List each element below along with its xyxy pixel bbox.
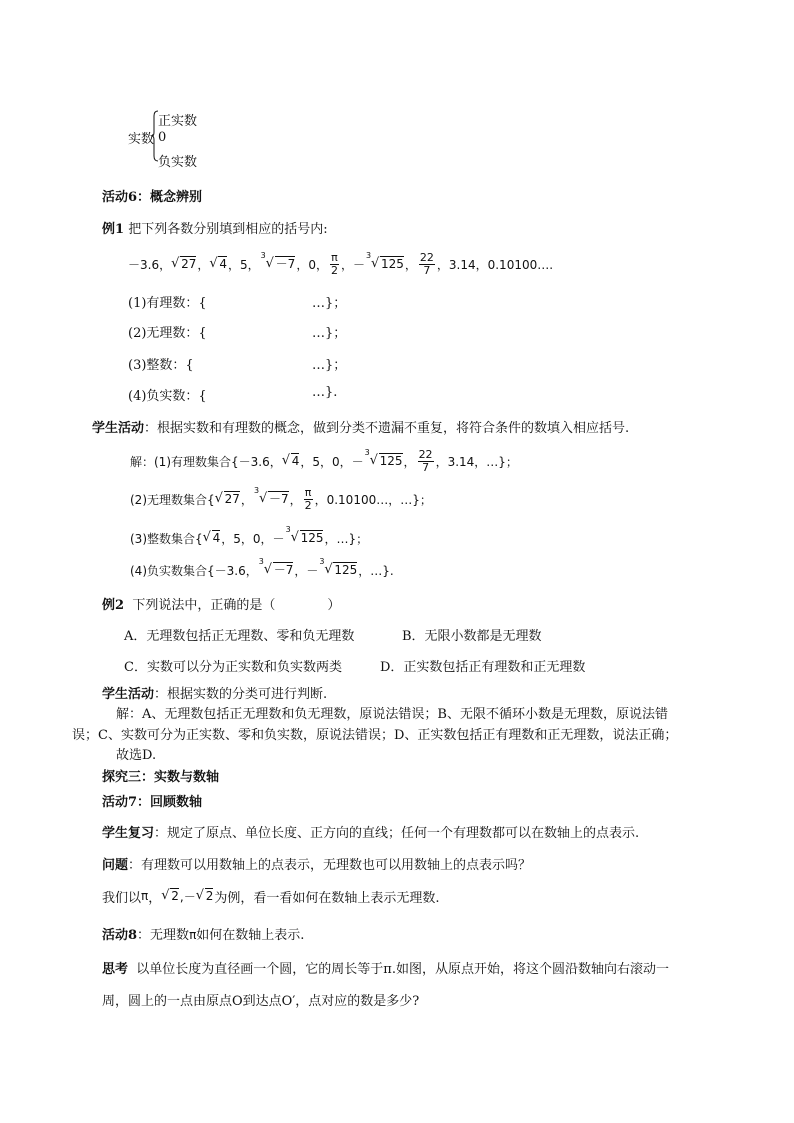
fraction-pi-over-2: $\frac{\pi}{2}$	[304, 485, 312, 512]
fraction-22-over-7: $\frac{22}{7}$	[419, 250, 434, 277]
solution1-line4: (4)负实数集合{－3.6， 3 √ －7 ，－ 3 √ 125 ，…}.	[130, 557, 394, 578]
solution2-line: 误；C、实数可分为正实数、零和负实数，原说法错误；D、正实数包括正有理数和正无理数，说法正确；	[72, 728, 678, 743]
solution1-line2: (2)无理数集合{ √ 27 ， 3 √ －7 ， $\frac{\pi}{2}$ ，0.10100…，…}；	[130, 485, 432, 512]
blank-end: …}；	[312, 358, 347, 373]
blank-end: …}；	[312, 326, 347, 341]
cbrt-125: 3 √ 125	[364, 448, 403, 468]
think-label: 思考	[102, 962, 129, 977]
number-text: ，0，	[296, 257, 328, 272]
sqrt-27: √ 27	[214, 491, 240, 506]
example2-prompt: 下列说法中，正确的是（ ）	[132, 598, 341, 613]
solution1-line3: (3)整数集合{ √ 4 ，5，0，－ 3 √ 125 ，…}；	[130, 525, 369, 546]
student-activity	[102, 683, 327, 702]
blank-label: (1)有理数：{	[128, 296, 207, 311]
solution2-line: 故选D.	[116, 748, 157, 763]
classification-root: 实数	[128, 132, 155, 147]
question-text: ：有理数可以用数轴上的点表示，无理数也可以用数轴上的点表示吗？	[128, 858, 532, 873]
student-activity	[92, 417, 629, 436]
cbrt-125: 3 √ 125	[365, 251, 404, 271]
cbrt-125: 3 √ 125	[319, 557, 358, 577]
think-paragraph	[102, 958, 669, 977]
example1-heading	[102, 218, 328, 237]
sqrt-27: √ 27	[171, 256, 197, 271]
review-text: ：规定了原点、单位长度、正方向的直线；任何一个有理数都可以在数轴上的点表示.	[154, 826, 640, 841]
option-c: C．实数可以分为正实数和负实数两类	[124, 660, 342, 675]
activity7-title: 活动7：回顾数轴	[102, 795, 203, 810]
classification-item: 正实数	[158, 114, 198, 129]
example1-prompt: 把下列各数分别填到相应的括号内:	[128, 222, 328, 237]
sqrt-2: √ 2	[195, 888, 214, 903]
fraction-22-over-7: $\frac{22}{7}$	[418, 447, 433, 474]
review-paragraph	[102, 822, 639, 841]
sqrt-2: √ 2	[161, 888, 179, 903]
fraction-pi-over-2: $\frac{\pi}{2}$	[330, 250, 338, 277]
think-text: 以单位长度为直径画一个圆，它的周长等于π.如图，从原点开始，将这个圆沿数轴向右滚动一	[136, 962, 669, 977]
example1-label: 例1	[102, 222, 125, 237]
solution1-line1: 解：(1)有理数集合{－3.6， √ 4 ，5，0，－ 3 √ 125 ， $\frac{22}{7}$ ，3.14，…}；	[130, 447, 518, 474]
number-text: －3.6，	[128, 257, 172, 272]
option-a: A．无理数包括正无理数、零和负无理数	[124, 629, 355, 644]
blank-end: …}.	[312, 385, 338, 400]
sqrt-4: √ 4	[209, 256, 228, 271]
example1-numbers	[128, 248, 553, 280]
review-label: 学生复习	[102, 826, 155, 841]
sqrt-4: √ 4	[281, 453, 300, 468]
think-text: 周，圆上的一点由原点O到达点O′，点对应的数是多少?	[102, 994, 420, 1009]
activity8-label: 活动8	[102, 928, 138, 943]
student-activity-text: ：根据实数的分类可进行判断.	[154, 687, 328, 702]
question-label: 问题	[102, 858, 129, 873]
number-text: ，5，	[228, 257, 260, 272]
example-line: 我们以 π ， √ 2 ,－ √ 2 为例，看一看如何在数轴上表示无理数.	[102, 888, 440, 906]
number-text: ，3.14，0.10100….	[436, 257, 554, 272]
sqrt-4: √ 4	[202, 530, 221, 545]
student-activity-label: 学生活动	[102, 687, 155, 702]
option-d: D．正实数包括正有理数和正无理数	[380, 660, 586, 675]
example2-heading	[102, 594, 340, 613]
cbrt-neg7: 3 √ －7	[260, 251, 296, 271]
classification-item: 负实数	[158, 155, 198, 170]
cbrt-neg7: 3 √ －7	[258, 557, 294, 577]
student-activity-text: ：根据实数和有理数的概念，做到分类不遗漏不重复，将符合条件的数填入相应括号.	[144, 421, 630, 436]
solution2-line: 解：A、无理数包括正无理数和负无理数，原说法错误；B、无限不循环小数是无理数，原说法错	[116, 707, 668, 722]
blank-label: (2)无理数：{	[128, 326, 207, 341]
classification-item: 0	[158, 130, 167, 145]
blank-end: …}；	[312, 296, 347, 311]
blank-label: (4)负实数：{	[128, 389, 207, 404]
activity8-paragraph: 活动8：无理数π如何在数轴上表示.	[102, 928, 305, 943]
example2-label: 例2	[102, 598, 125, 613]
question-paragraph	[102, 854, 531, 873]
blank-label: (3)整数：{	[128, 358, 194, 373]
explore3-title: 探究三：实数与数轴	[102, 770, 220, 785]
activity6-title: 活动6：概念辨别	[102, 190, 203, 205]
separator: ，	[404, 257, 417, 272]
student-activity-label: 学生活动	[92, 421, 145, 436]
option-b: B．无限小数都是无理数	[402, 629, 542, 644]
separator: ，	[197, 257, 210, 272]
cbrt-neg7: 3 √ －7	[253, 486, 289, 506]
cbrt-125: 3 √ 125	[285, 525, 324, 545]
separator: ，－	[340, 257, 365, 272]
